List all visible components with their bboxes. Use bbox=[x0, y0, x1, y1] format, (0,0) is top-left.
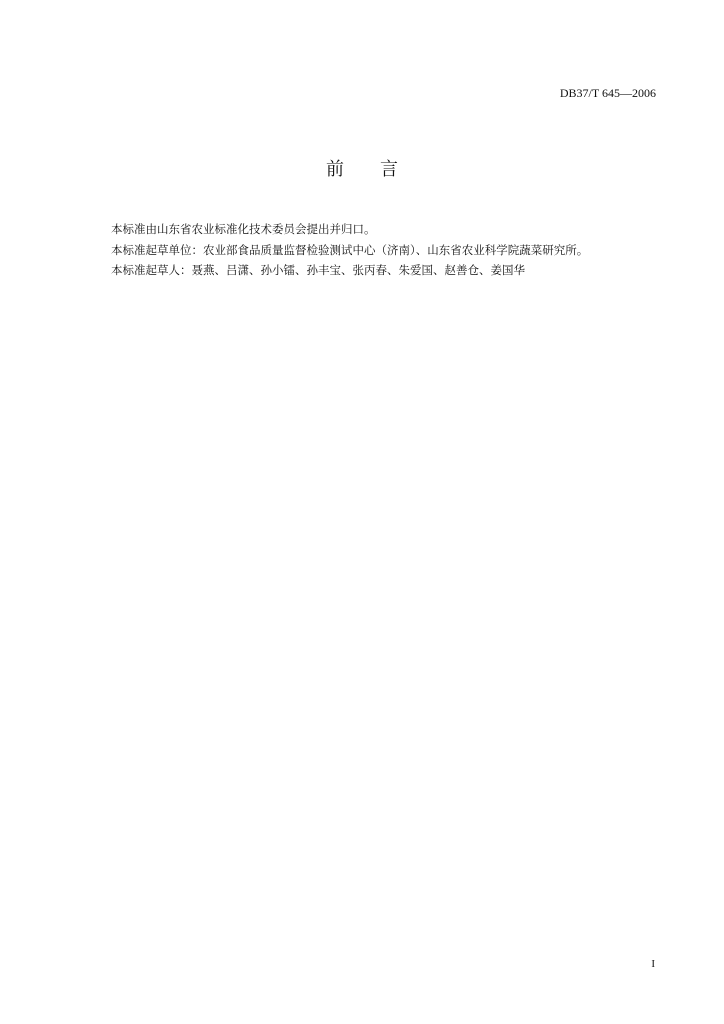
page-number: I bbox=[651, 958, 655, 970]
document-code: DB37/T 645—2006 bbox=[559, 86, 656, 100]
preface-body bbox=[111, 219, 671, 281]
title-char-2: 言 bbox=[380, 159, 398, 180]
preface-line-drafters: 本标准起草人：聂燕、吕潇、孙小镭、孙丰宝、张丙春、朱爱国、赵善仓、姜国华 bbox=[111, 263, 525, 277]
page-title bbox=[0, 155, 724, 181]
title-char-1: 前 bbox=[326, 159, 344, 180]
preface-line-proposal: 本标准由山东省农业标准化技术委员会提出并归口。 bbox=[111, 222, 376, 236]
preface-line-drafting-units: 本标准起草单位：农业部食品质量监督检验测试中心（济南）、山东省农业科学院蔬菜研究所。 bbox=[111, 242, 589, 257]
